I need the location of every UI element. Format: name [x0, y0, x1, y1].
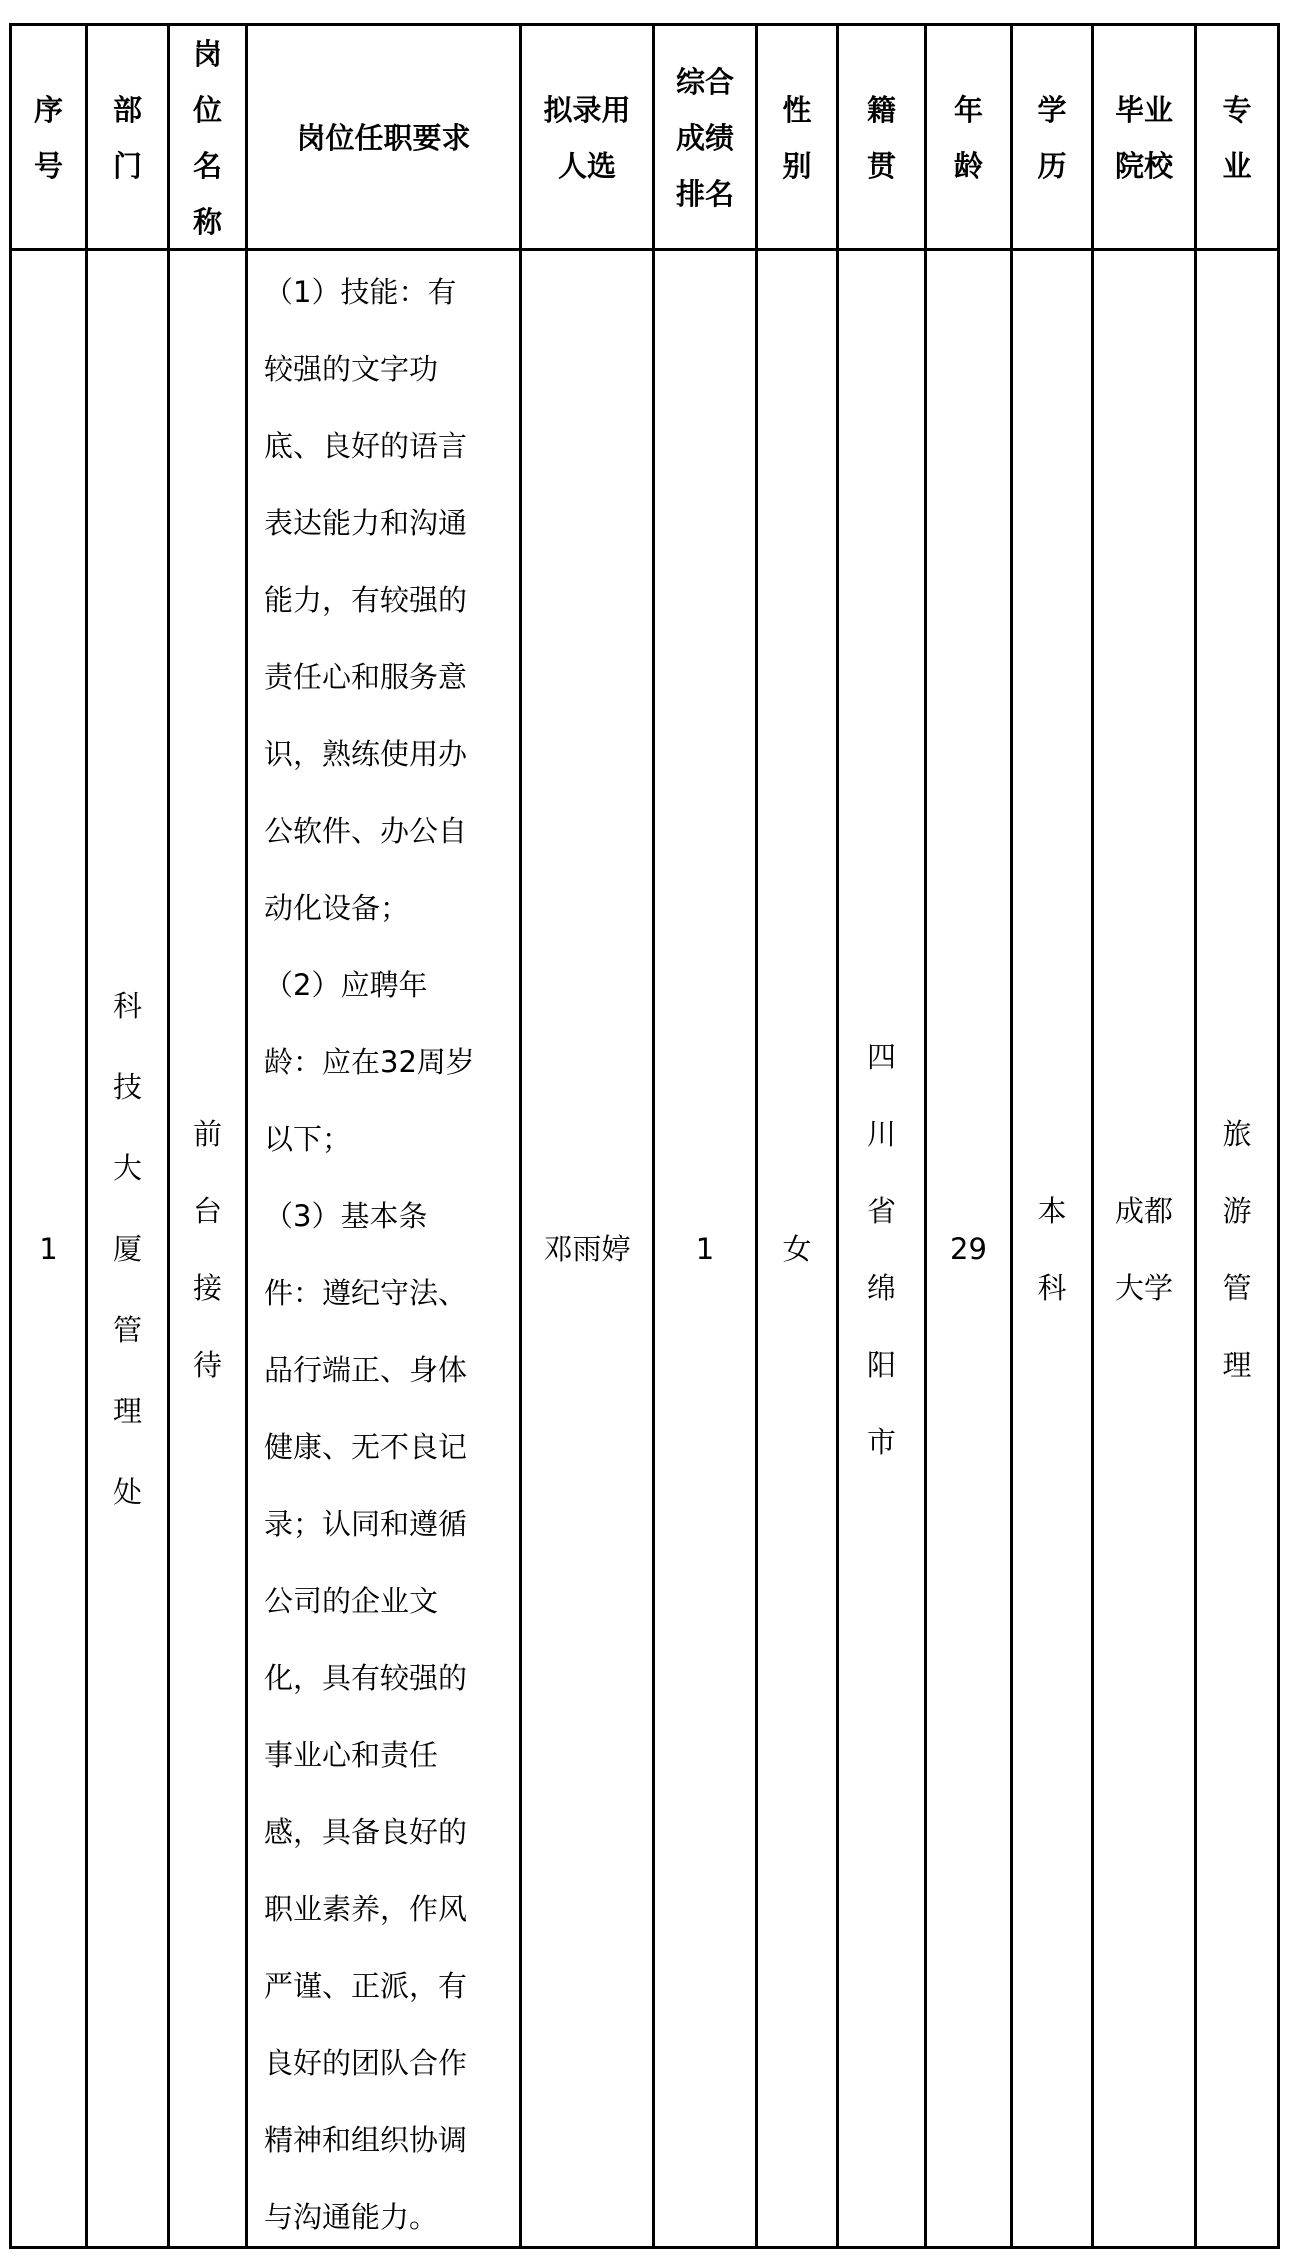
header-text: 称 — [192, 205, 222, 239]
header-text: 历 — [1037, 149, 1067, 183]
cell-gender — [758, 252, 836, 2247]
requirement-line: 能力，有较强的 — [264, 583, 468, 617]
header-text: 综合 — [675, 65, 734, 99]
requirement-line: 龄：应在32周岁 — [264, 1045, 475, 1079]
cell-text: 旅 — [1222, 1116, 1252, 1151]
cell-text: 本 — [1037, 1193, 1067, 1228]
requirement-line: 化，具有较强的 — [264, 1661, 468, 1695]
cell-text: 阳 — [866, 1347, 896, 1382]
header-text: 性 — [782, 93, 812, 127]
cell-text: 1 — [695, 1232, 715, 1266]
header-text: 专 — [1222, 93, 1252, 127]
requirement-line: 职业素养，作风 — [264, 1892, 468, 1926]
header-text: 岗 — [192, 37, 222, 71]
cell-text: 技 — [112, 1070, 142, 1104]
requirement-line: 识，熟练使用办 — [264, 737, 468, 771]
cell-text: 女 — [782, 1232, 812, 1266]
header-text: 排名 — [675, 177, 734, 211]
header-school — [1094, 26, 1194, 250]
cell-position — [170, 252, 245, 2247]
header-text: 毕业 — [1114, 93, 1173, 127]
requirement-line: 件：遵纪守法、 — [264, 1276, 468, 1310]
cell-text: 理 — [1222, 1347, 1252, 1382]
cell-text: 管 — [1222, 1270, 1252, 1305]
requirement-line: 动化设备； — [264, 891, 410, 925]
header-text: 名 — [192, 149, 222, 183]
header-dept — [88, 26, 167, 250]
header-text: 龄 — [953, 149, 983, 183]
requirement-line: 与沟通能力。 — [264, 2200, 439, 2234]
requirement-line: （1）技能：有 — [264, 275, 457, 309]
requirement-line: （2）应聘年 — [264, 968, 428, 1002]
requirement-line: 录；认同和遵循 — [264, 1507, 468, 1541]
header-text: 年 — [953, 93, 983, 127]
requirement-line: 品行端正、身体 — [264, 1353, 468, 1387]
cell-dept — [88, 252, 167, 2247]
requirement-line: 事业心和责任 — [264, 1738, 439, 1772]
header-text: 籍 — [866, 93, 896, 127]
header-education — [1013, 26, 1091, 250]
header-text: 部 — [112, 93, 142, 127]
cell-requirements — [248, 254, 519, 2249]
cell-text: 科 — [1037, 1270, 1067, 1305]
header-age — [927, 26, 1010, 250]
requirement-line: （3）基本条 — [264, 1199, 428, 1233]
requirement-line: 严谨、正派，有 — [264, 1969, 468, 2003]
header-rank — [655, 26, 755, 250]
cell-text: 台 — [192, 1193, 222, 1228]
cell-seq — [12, 252, 85, 2247]
cell-text: 大 — [112, 1151, 142, 1185]
cell-text: 前 — [192, 1116, 222, 1151]
header-text: 学 — [1037, 93, 1067, 127]
header-candidate — [522, 26, 652, 250]
cell-text: 省 — [866, 1193, 896, 1228]
header-text: 业 — [1222, 149, 1252, 183]
header-text: 位 — [192, 93, 222, 127]
header-text: 人选 — [557, 149, 616, 183]
header-major — [1197, 26, 1277, 250]
cell-education — [1013, 252, 1091, 2247]
cell-text: 理 — [112, 1394, 142, 1428]
requirement-line: 健康、无不良记 — [264, 1430, 468, 1464]
header-text: 拟录用 — [543, 93, 631, 127]
cell-text: 游 — [1222, 1193, 1252, 1228]
cell-text: 处 — [112, 1475, 142, 1509]
cell-school — [1094, 252, 1194, 2247]
requirement-line: 公司的企业文 — [264, 1584, 439, 1618]
requirement-line: 底、良好的语言 — [264, 429, 468, 463]
header-seq — [12, 26, 85, 250]
cell-text: 管 — [112, 1313, 142, 1347]
requirement-line: 精神和组织协调 — [264, 2123, 468, 2157]
cell-text: 科 — [112, 989, 142, 1023]
header-text: 门 — [112, 149, 142, 183]
header-text: 贯 — [866, 149, 896, 183]
cell-text: 四 — [866, 1039, 896, 1074]
requirement-line: 良好的团队合作 — [264, 2046, 468, 2080]
cell-text: 邓雨婷 — [543, 1232, 631, 1266]
requirement-line: 表达能力和沟通 — [264, 506, 468, 540]
cell-text: 待 — [192, 1347, 222, 1382]
requirement-line: 责任心和服务意 — [264, 660, 468, 694]
requirement-line: 感，具备良好的 — [264, 1815, 468, 1849]
cell-text: 大学 — [1114, 1270, 1173, 1305]
header-text: 院校 — [1114, 149, 1173, 183]
header-text: 号 — [33, 149, 63, 183]
requirement-line: 较强的文字功 — [264, 352, 439, 386]
cell-text: 成都 — [1114, 1193, 1173, 1228]
cell-major — [1197, 252, 1277, 2247]
header-text: 别 — [782, 149, 812, 183]
header-requirements — [248, 26, 519, 250]
cell-candidate — [522, 252, 652, 2247]
cell-age — [927, 252, 1010, 2247]
cell-hometown — [839, 252, 924, 2247]
cell-text: 绵 — [866, 1270, 896, 1305]
header-text: 岗位任职要求 — [296, 121, 471, 155]
cell-text: 1 — [39, 1232, 58, 1266]
cell-text: 市 — [866, 1424, 896, 1459]
cell-rank — [655, 252, 755, 2247]
cell-text: 29 — [950, 1232, 987, 1266]
header-text: 序 — [33, 93, 63, 127]
header-hometown — [839, 26, 924, 250]
header-position — [170, 26, 245, 250]
cell-text: 接 — [192, 1270, 222, 1305]
header-gender — [758, 26, 836, 250]
cell-text: 厦 — [112, 1232, 142, 1266]
header-text: 成绩 — [675, 121, 734, 155]
requirement-line: 公软件、办公自 — [264, 814, 468, 848]
requirement-line: 以下； — [264, 1122, 352, 1156]
cell-text: 川 — [866, 1116, 896, 1151]
